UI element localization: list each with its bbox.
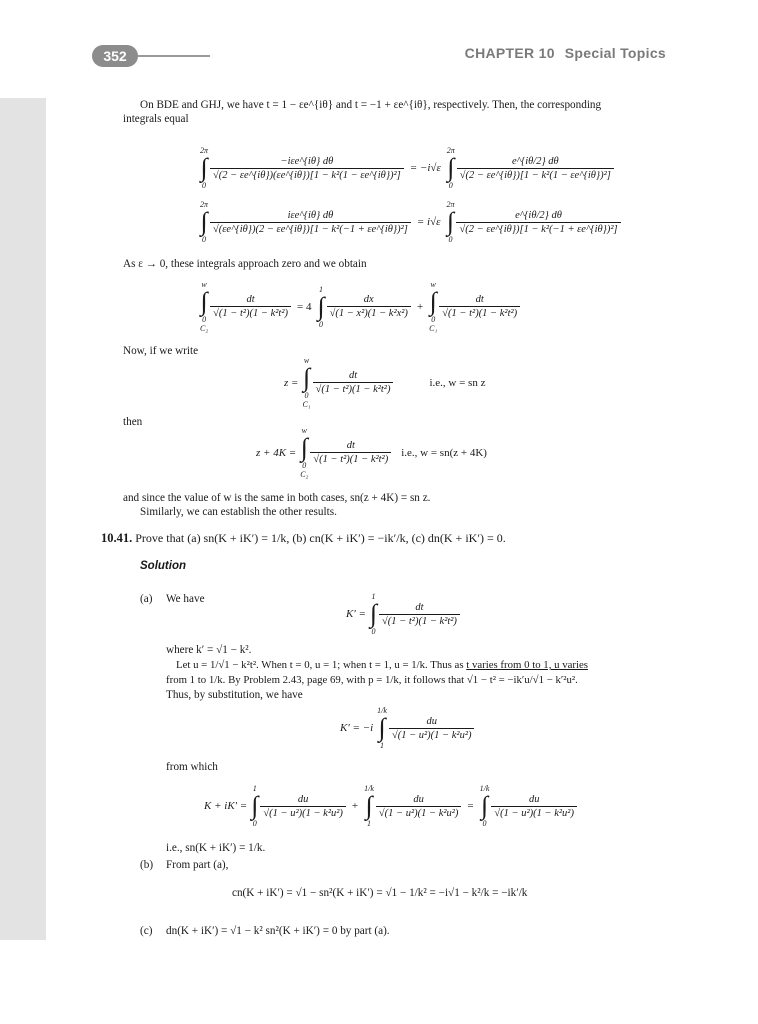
integral-sign: 1 ∫ 0 xyxy=(369,592,378,636)
let-underlined: t varies from 0 to 1, u varies xyxy=(466,659,588,671)
page-margin-tab xyxy=(0,98,46,940)
part-c-text: dn(K + iK′) = √1 − k² sn²(K + iK′) = 0 by part (a). xyxy=(166,925,390,937)
k-plus-ikprime-equation xyxy=(204,784,577,828)
where-line: where k′ = √1 − k². xyxy=(166,644,252,656)
lower-limit: 1 xyxy=(367,819,371,828)
numerator: dt xyxy=(415,601,424,613)
numerator: dt xyxy=(246,294,255,305)
page-number-badge: 352 xyxy=(92,45,138,67)
integral-sign: 1/k ∫ 1 xyxy=(364,784,374,828)
upper-limit: 2π xyxy=(200,200,209,209)
kprime-equation xyxy=(346,592,460,636)
problem-number: 10.41. xyxy=(101,531,133,545)
limit-line: As ε → 0, these integrals approach zero and we obtain xyxy=(123,258,367,270)
integral-sign: 2π ∫ 0 xyxy=(200,146,209,190)
equation-1 xyxy=(200,146,614,190)
lower-limit: 0 xyxy=(202,235,206,244)
equation-5 xyxy=(256,426,487,479)
upper-limit: 2π xyxy=(200,146,209,155)
numerator: e^{iθ/2} dθ xyxy=(515,209,562,221)
part-c-label: (c) xyxy=(140,925,153,937)
integral-sign: 1/k ∫ 1 xyxy=(377,706,387,750)
denominator: √(1 − t²)(1 − k²t²) xyxy=(313,382,394,395)
lower-limit: 0 xyxy=(448,181,453,190)
denominator: √(εe^{iθ})(2 − εe^{iθ})[1 − k²(−1 + εe^{iθ})²] xyxy=(210,222,411,235)
fraction xyxy=(456,210,620,235)
numerator: dt xyxy=(346,440,355,451)
fraction xyxy=(310,440,391,465)
plus-sign: + xyxy=(351,800,359,812)
lower-limit: 0 xyxy=(202,181,206,190)
lhs: K + iK′ = xyxy=(204,800,248,812)
upper-limit: 1/k xyxy=(364,784,374,793)
since-line: and since the value of w is the same in both cases, sn(z + 4K) = sn z. xyxy=(123,492,431,504)
lower-limit: 0 xyxy=(202,315,207,324)
contour-label: C₂ xyxy=(300,470,309,479)
upper-limit: 1/k xyxy=(377,706,387,715)
numerator: −iεe^{iθ} dθ xyxy=(280,155,334,167)
intro-line-1: On BDE and GHJ, we have t = 1 − εe^{iθ} and t = −1 + εe^{iθ}, respectively. Then, the corresponding xyxy=(140,99,602,111)
denominator: √(2 − εe^{iθ})[1 − k²(1 − εe^{iθ})²] xyxy=(457,168,614,181)
denominator: √(2 − εe^{iθ})(εe^{iθ})[1 − k²(1 − εe^{iθ})²] xyxy=(210,168,404,181)
fraction xyxy=(313,370,394,395)
thus-line: Thus, by substitution, we have xyxy=(166,689,303,701)
contour-label: C₁ xyxy=(429,324,438,333)
contour-label: C₁ xyxy=(302,400,311,409)
fraction xyxy=(457,156,614,181)
similarly-line: Similarly, we can establish the other results. xyxy=(140,506,337,518)
plus-sign: + xyxy=(416,300,424,313)
integral-sign: w ∫ 0 C₂ xyxy=(300,426,309,479)
lower-limit: 0 xyxy=(431,315,436,324)
from-which-line: from which xyxy=(166,761,218,773)
upper-limit: w xyxy=(301,426,307,435)
chapter-title: Special Topics xyxy=(564,45,666,61)
upper-limit: 1/k xyxy=(479,784,490,793)
denominator: √(1 − t²)(1 − k²t²) xyxy=(379,614,460,627)
lower-limit: 0 xyxy=(304,391,309,400)
part-b-text: From part (a), xyxy=(166,859,229,871)
problem-text: Prove that (a) sn(K + iK′) = 1/k, (b) cn(K + iK′) = −ik′/k, (c) dn(K + iK′) = 0. xyxy=(135,531,506,545)
denominator: √(1 − t²)(1 − k²t²) xyxy=(210,306,291,319)
upper-limit: 1 xyxy=(371,592,376,601)
integral-sign: 2π ∫ 0 xyxy=(446,146,455,190)
let-line xyxy=(176,658,588,672)
equals-sign: = −i√ε xyxy=(409,162,441,174)
numerator: du xyxy=(413,793,424,805)
lhs: z = xyxy=(284,376,299,389)
ie-note: i.e., w = sn(z + 4K) xyxy=(401,446,487,459)
numerator: dx xyxy=(363,294,374,305)
integral-sign: w ∫ 0 C₂ xyxy=(200,280,209,333)
integral-sign: w ∫ 0 C₁ xyxy=(302,356,311,409)
fraction xyxy=(376,794,462,819)
lhs: K′ = xyxy=(346,608,366,620)
contour-label: C₂ xyxy=(200,324,209,333)
from-line: from 1 to 1/k. By Problem 2.43, page 69, with p = 1/k, it follows that √1 − t² = −ik′u/√1 − k′²u². xyxy=(166,674,578,686)
integral-sign: 1 ∫ 0 xyxy=(251,784,259,828)
equals-sign: = i√ε xyxy=(416,216,441,228)
numerator: du xyxy=(528,793,540,805)
upper-limit: 1 xyxy=(252,784,257,793)
upper-limit: 1 xyxy=(319,284,324,294)
let-text: Let u = 1/√1 − k²t². When t = 0, u = 1; when t = 1, u = 1/k. Thus as xyxy=(176,659,467,671)
header-rule xyxy=(138,55,210,57)
denominator: √(1 − x²)(1 − k²x²) xyxy=(327,306,411,319)
lower-limit: 0 xyxy=(482,819,487,828)
equals-sign: = xyxy=(467,800,474,812)
numerator: dt xyxy=(475,294,484,305)
then-line: then xyxy=(123,416,143,428)
upper-limit: w xyxy=(430,280,436,289)
lower-limit: 0 xyxy=(302,461,307,470)
ie-note: i.e., w = sn z xyxy=(429,376,486,389)
upper-limit: w xyxy=(303,356,310,365)
fraction xyxy=(327,294,411,319)
upper-limit: w xyxy=(201,280,207,289)
ie-result-line: i.e., sn(K + iK′) = 1/k. xyxy=(166,842,266,854)
denominator: √(1 − u²)(1 − k²u²) xyxy=(389,728,475,741)
upper-limit: 2π xyxy=(446,200,455,209)
part-a-text: We have xyxy=(166,593,205,605)
lower-limit: 0 xyxy=(371,627,376,636)
integral-sign: 2π ∫ 0 xyxy=(446,200,455,244)
fraction xyxy=(379,602,460,627)
denominator: √(1 − u²)(1 − k²u²) xyxy=(376,806,462,819)
numerator: dt xyxy=(348,370,358,381)
chapter-label: CHAPTER 10 xyxy=(464,45,555,61)
lower-limit: 0 xyxy=(319,319,324,329)
lower-limit: 1 xyxy=(380,741,385,750)
upper-limit: 2π xyxy=(446,146,455,155)
numerator: e^{iθ/2} dθ xyxy=(511,155,559,167)
part-a-label: (a) xyxy=(140,593,153,605)
denominator: √(1 − u²)(1 − k²u²) xyxy=(491,806,577,819)
integral-sign: 1/k ∫ 0 xyxy=(479,784,490,828)
intro-line-2: integrals equal xyxy=(123,113,189,125)
fraction xyxy=(210,156,404,181)
fraction xyxy=(439,294,520,319)
solution-heading: Solution xyxy=(140,560,186,572)
equation-4 xyxy=(284,356,485,409)
denominator: √(1 − t²)(1 − k²t²) xyxy=(310,452,391,465)
fraction xyxy=(210,294,291,319)
denominator: √(1 − u²)(1 − k²u²) xyxy=(260,806,346,819)
numerator: du xyxy=(297,793,309,805)
denominator: √(1 − t²)(1 − k²t²) xyxy=(439,306,520,319)
fraction xyxy=(260,794,346,819)
chapter-heading xyxy=(465,45,666,61)
equation-3 xyxy=(200,280,520,333)
lower-limit: 0 xyxy=(252,819,257,828)
integral-sign: w ∫ 0 C₁ xyxy=(429,280,438,333)
problem-statement xyxy=(101,531,506,545)
lhs: z + 4K = xyxy=(256,446,297,459)
fraction xyxy=(491,794,577,819)
fraction xyxy=(389,716,475,741)
fraction xyxy=(210,210,411,235)
kprime-substitution-equation xyxy=(340,706,474,750)
denominator: √(2 − εe^{iθ})[1 − k²(−1 + εe^{iθ})²] xyxy=(456,222,620,235)
cn-equation: cn(K + iK′) = √1 − sn²(K + iK′) = √1 − 1/k² = −i√1 − k²/k = −ik′/k xyxy=(232,887,528,899)
equals-four: = 4 xyxy=(296,300,312,313)
integral-sign: 2π ∫ 0 xyxy=(200,200,209,244)
numerator: iεe^{iθ} dθ xyxy=(287,209,334,221)
equation-2 xyxy=(200,200,621,244)
lhs: K′ = −i xyxy=(340,722,374,734)
numerator: du xyxy=(426,715,437,727)
part-b-label: (b) xyxy=(140,859,154,871)
integral-sign: 1 ∫ 0 xyxy=(317,284,325,329)
lower-limit: 0 xyxy=(448,235,453,244)
now-line: Now, if we write xyxy=(123,345,199,357)
